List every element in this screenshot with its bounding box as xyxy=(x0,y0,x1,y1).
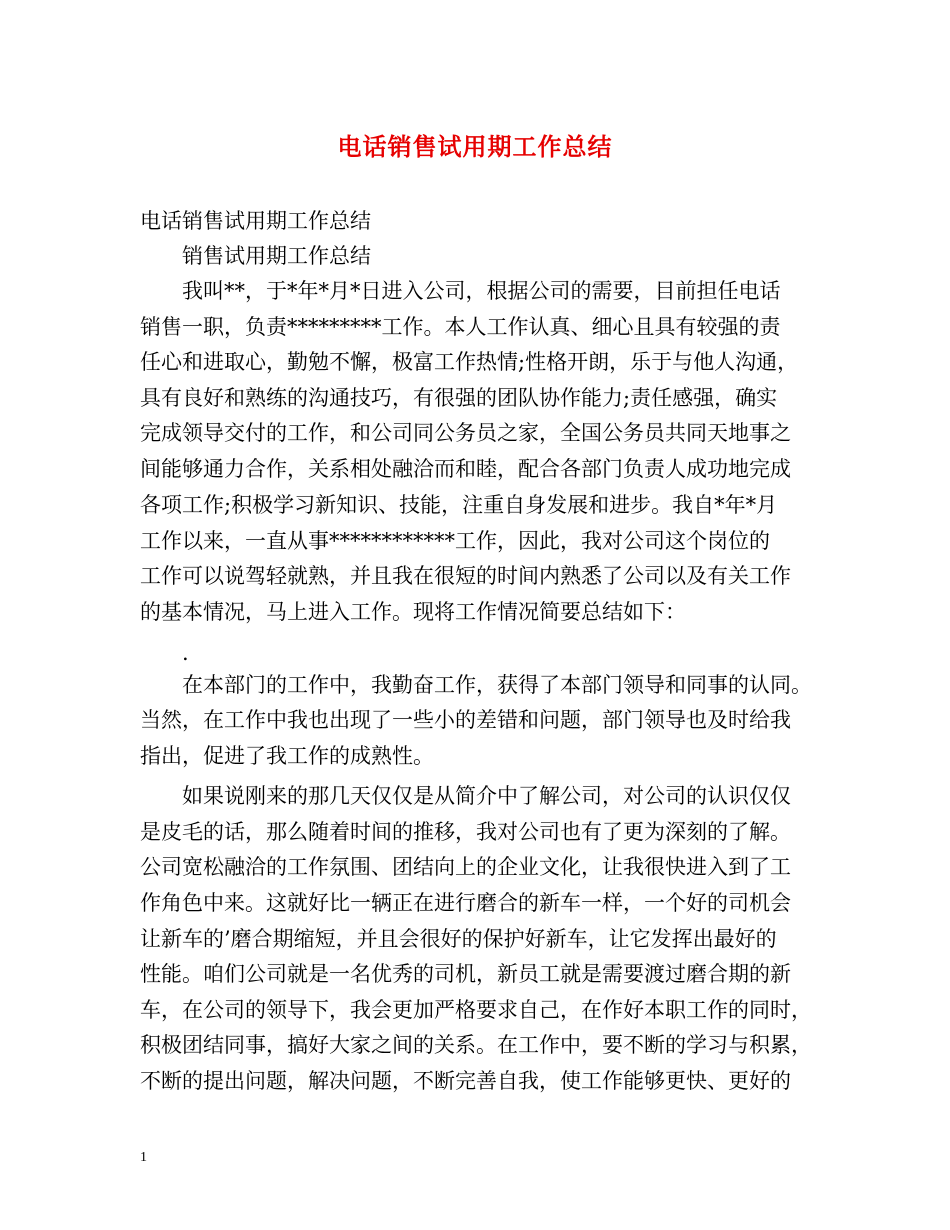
text-line: 指出，促进了我工作的成熟性。 xyxy=(140,744,434,768)
text-line: 公司宽松融洽的工作氛围、团结向上的企业文化，让我很快进入到了工 xyxy=(140,855,791,879)
text-line: 各项工作;积极学习新知识、技能，注重自身发展和进步。我自*年*月 xyxy=(140,493,778,517)
text-line: 完成领导交付的工作，和公司同公务员之家，全国公务员共同天地事之 xyxy=(140,421,791,445)
text-line: 当然，在工作中我也出现了一些小的差错和问题，部门领导也及时给我 xyxy=(140,708,791,732)
text-line: 不断的提出问题，解决问题，不断完善自我，使工作能够更快、更好的 xyxy=(140,1069,791,1093)
text-line: 工作可以说驾轻就熟，并且我在很短的时间内熟悉了公司以及有关工作 xyxy=(140,564,791,588)
text-line: 的基本情况，马上进入工作。现将工作情况简要总结如下： xyxy=(140,600,686,624)
text-line: 车，在公司的领导下，我会更加严格要求自己，在作好本职工作的同时， xyxy=(140,998,812,1022)
document-title: 电话销售试用期工作总结 xyxy=(337,132,613,161)
text-line: 销售一职，负责*********工作。本人工作认真、细心且具有较强的责 xyxy=(140,315,781,339)
page-number: 1 xyxy=(140,1150,147,1165)
text-line: 积极团结同事，搞好大家之间的关系。在工作中，要不断的学习与积累， xyxy=(140,1033,812,1057)
text-line: 间能够通力合作，关系相处融洽而和睦，配合各部门负责人成功地完成 xyxy=(140,457,791,481)
text-line: 让新车的’磨合期缩短，并且会很好的保护好新车，让它发挥出最好的 xyxy=(140,927,777,951)
text-line: 任心和进取心，勤勉不懈，极富工作热情;性格开朗，乐于与他人沟通， xyxy=(140,350,799,374)
text-line: 作角色中来。这就好比一辆正在进行磨合的新车一样，一个好的司机会 xyxy=(140,891,791,915)
text-line: 在本部门的工作中，我勤奋工作，获得了本部门领导和同事的认同。 xyxy=(182,673,812,697)
text-line: 电话销售试用期工作总结 xyxy=(140,209,371,233)
text-line: 是皮毛的话，那么随着时间的推移，我对公司也有了更为深刻的了解。 xyxy=(140,820,791,844)
text-line: 具有良好和熟练的沟通技巧，有很强的团队协作能力;责任感强，确实 xyxy=(140,386,778,410)
text-line: 工作以来，一直从事************工作，因此，我对公司这个岗位的 xyxy=(140,529,770,553)
text-line: 销售试用期工作总结 xyxy=(182,244,371,268)
text-line: 如果说刚来的那几天仅仅是从简介中了解公司，对公司的认识仅仅 xyxy=(182,784,791,808)
text-line: . xyxy=(182,641,189,665)
text-line: 性能。咱们公司就是一名优秀的司机，新员工就是需要渡过磨合期的新 xyxy=(140,962,791,986)
text-line: 我叫**，于*年*月*日进入公司，根据公司的需要，目前担任电话 xyxy=(182,279,781,303)
